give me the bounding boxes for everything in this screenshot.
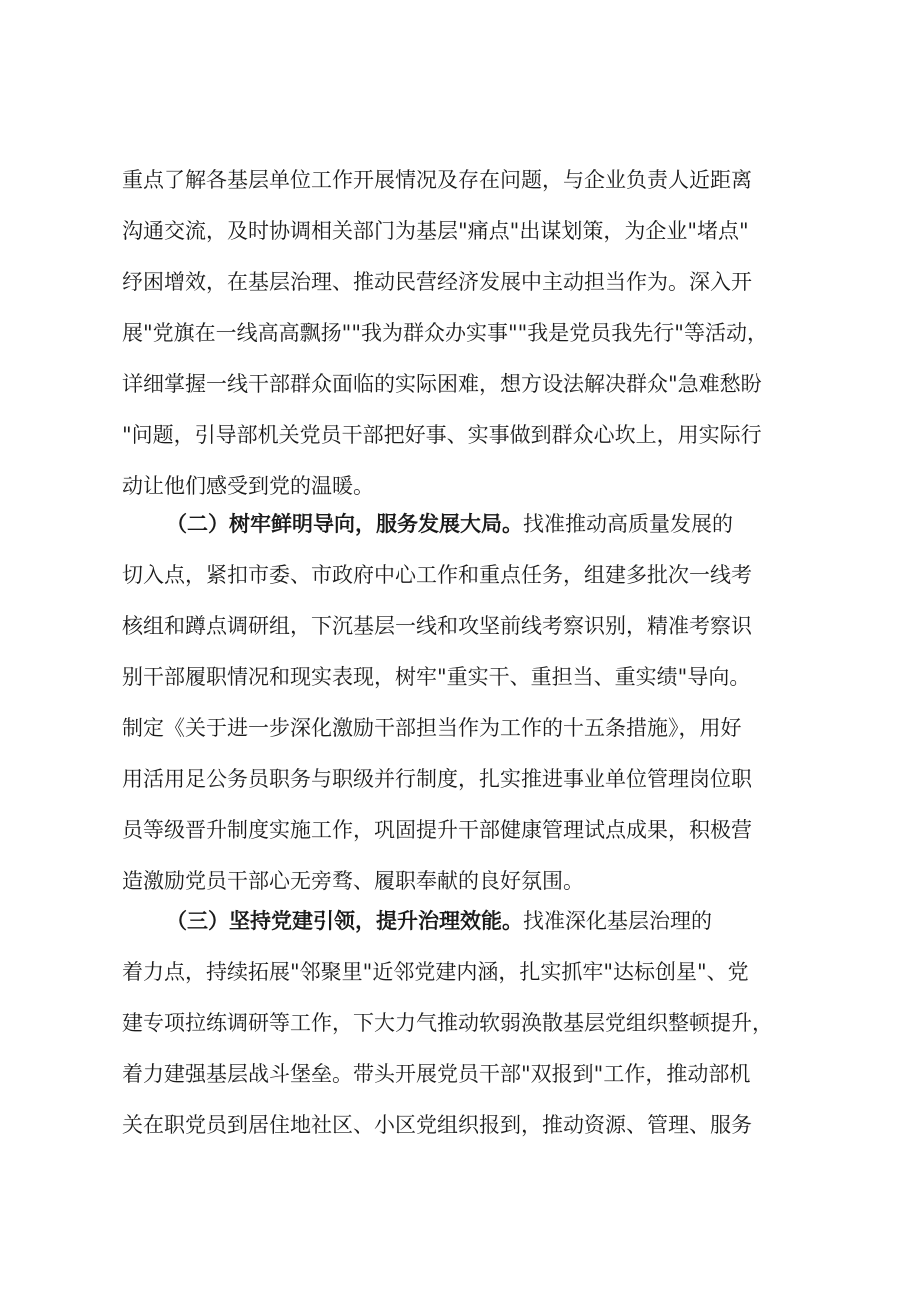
paragraph-3-line-4: 着力建强基层战斗堡垒。带头开展党员干部"双报到"工作，推动部机 bbox=[122, 1062, 751, 1086]
paragraph-2-line-5: 制定《关于进一步深化激励干部担当作为工作的十五条措施》，用好 bbox=[122, 716, 742, 740]
paragraph-1-line-7: 动让他们感受到党的温暖。 bbox=[122, 474, 374, 498]
paragraph-3-heading: （三）坚持党建引领，提升治理效能。 bbox=[166, 908, 523, 933]
paragraph-3-line-5: 关在职党员到居住地社区、小区党组织报到，推动资源、管理、服务 bbox=[122, 1113, 752, 1137]
paragraph-2-first-line-rest: 找准推动高质量发展的 bbox=[523, 512, 733, 536]
paragraph-2-line-2: 切入点，紧扣市委、市政府中心工作和重点任务，组建多批次一线考 bbox=[122, 563, 752, 587]
paragraph-1-line-5: 详细掌握一线干部群众面临的实际困难，想方设法解决群众"急难愁盼 bbox=[122, 372, 762, 396]
paragraph-1-line-6: "问题，引导部机关党员干部把好事、实事做到群众心坎上，用实际行 bbox=[122, 423, 762, 447]
paragraph-2-line-8: 造激励党员干部心无旁骛、履职奉献的良好氛围。 bbox=[122, 869, 584, 893]
paragraph-1-line-3: 纾困增效，在基层治理、推动民营经济发展中主动担当作为。深入开 bbox=[122, 270, 752, 294]
paragraph-3-first-line-rest: 找准深化基层治理的 bbox=[523, 909, 712, 933]
paragraph-3-first-line bbox=[166, 901, 822, 941]
paragraph-2-line-4: 别干部履职情况和现实表现，树牢"重实干、重担当、重实绩"导向。 bbox=[122, 665, 751, 689]
paragraph-1-line-4: 展"党旗在一线高高飘扬""我为群众办实事""我是党员我先行"等活动， bbox=[122, 321, 768, 345]
paragraph-2-first-line bbox=[166, 504, 822, 544]
paragraph-2-line-7: 员等级晋升制度实施工作，巩固提升干部健康管理试点成果，积极营 bbox=[122, 818, 752, 842]
paragraph-3-line-2: 着力点，持续拓展"邻聚里"近邻党建内涵，扎实抓牢"达标创星"、党 bbox=[122, 960, 749, 984]
paragraph-2-heading: （二）树牢鲜明导向，服务发展大局。 bbox=[166, 511, 523, 536]
paragraph-2-line-6: 用活用足公务员职务与职级并行制度，扎实推进事业单位管理岗位职 bbox=[122, 767, 752, 791]
paragraph-1-line-2: 沟通交流，及时协调相关部门为基层"痛点"出谋划策，为企业"堵点" bbox=[122, 219, 749, 243]
paragraph-1-line-1: 重点了解各基层单位工作开展情况及存在问题，与企业负责人近距离 bbox=[122, 168, 752, 192]
paragraph-2-line-3: 核组和蹲点调研组，下沉基层一线和攻坚前线考察识别，精准考察识 bbox=[122, 614, 752, 638]
paragraph-3-line-3: 建专项拉练调研等工作，下大力气推动软弱涣散基层党组织整顿提升， bbox=[122, 1011, 773, 1035]
